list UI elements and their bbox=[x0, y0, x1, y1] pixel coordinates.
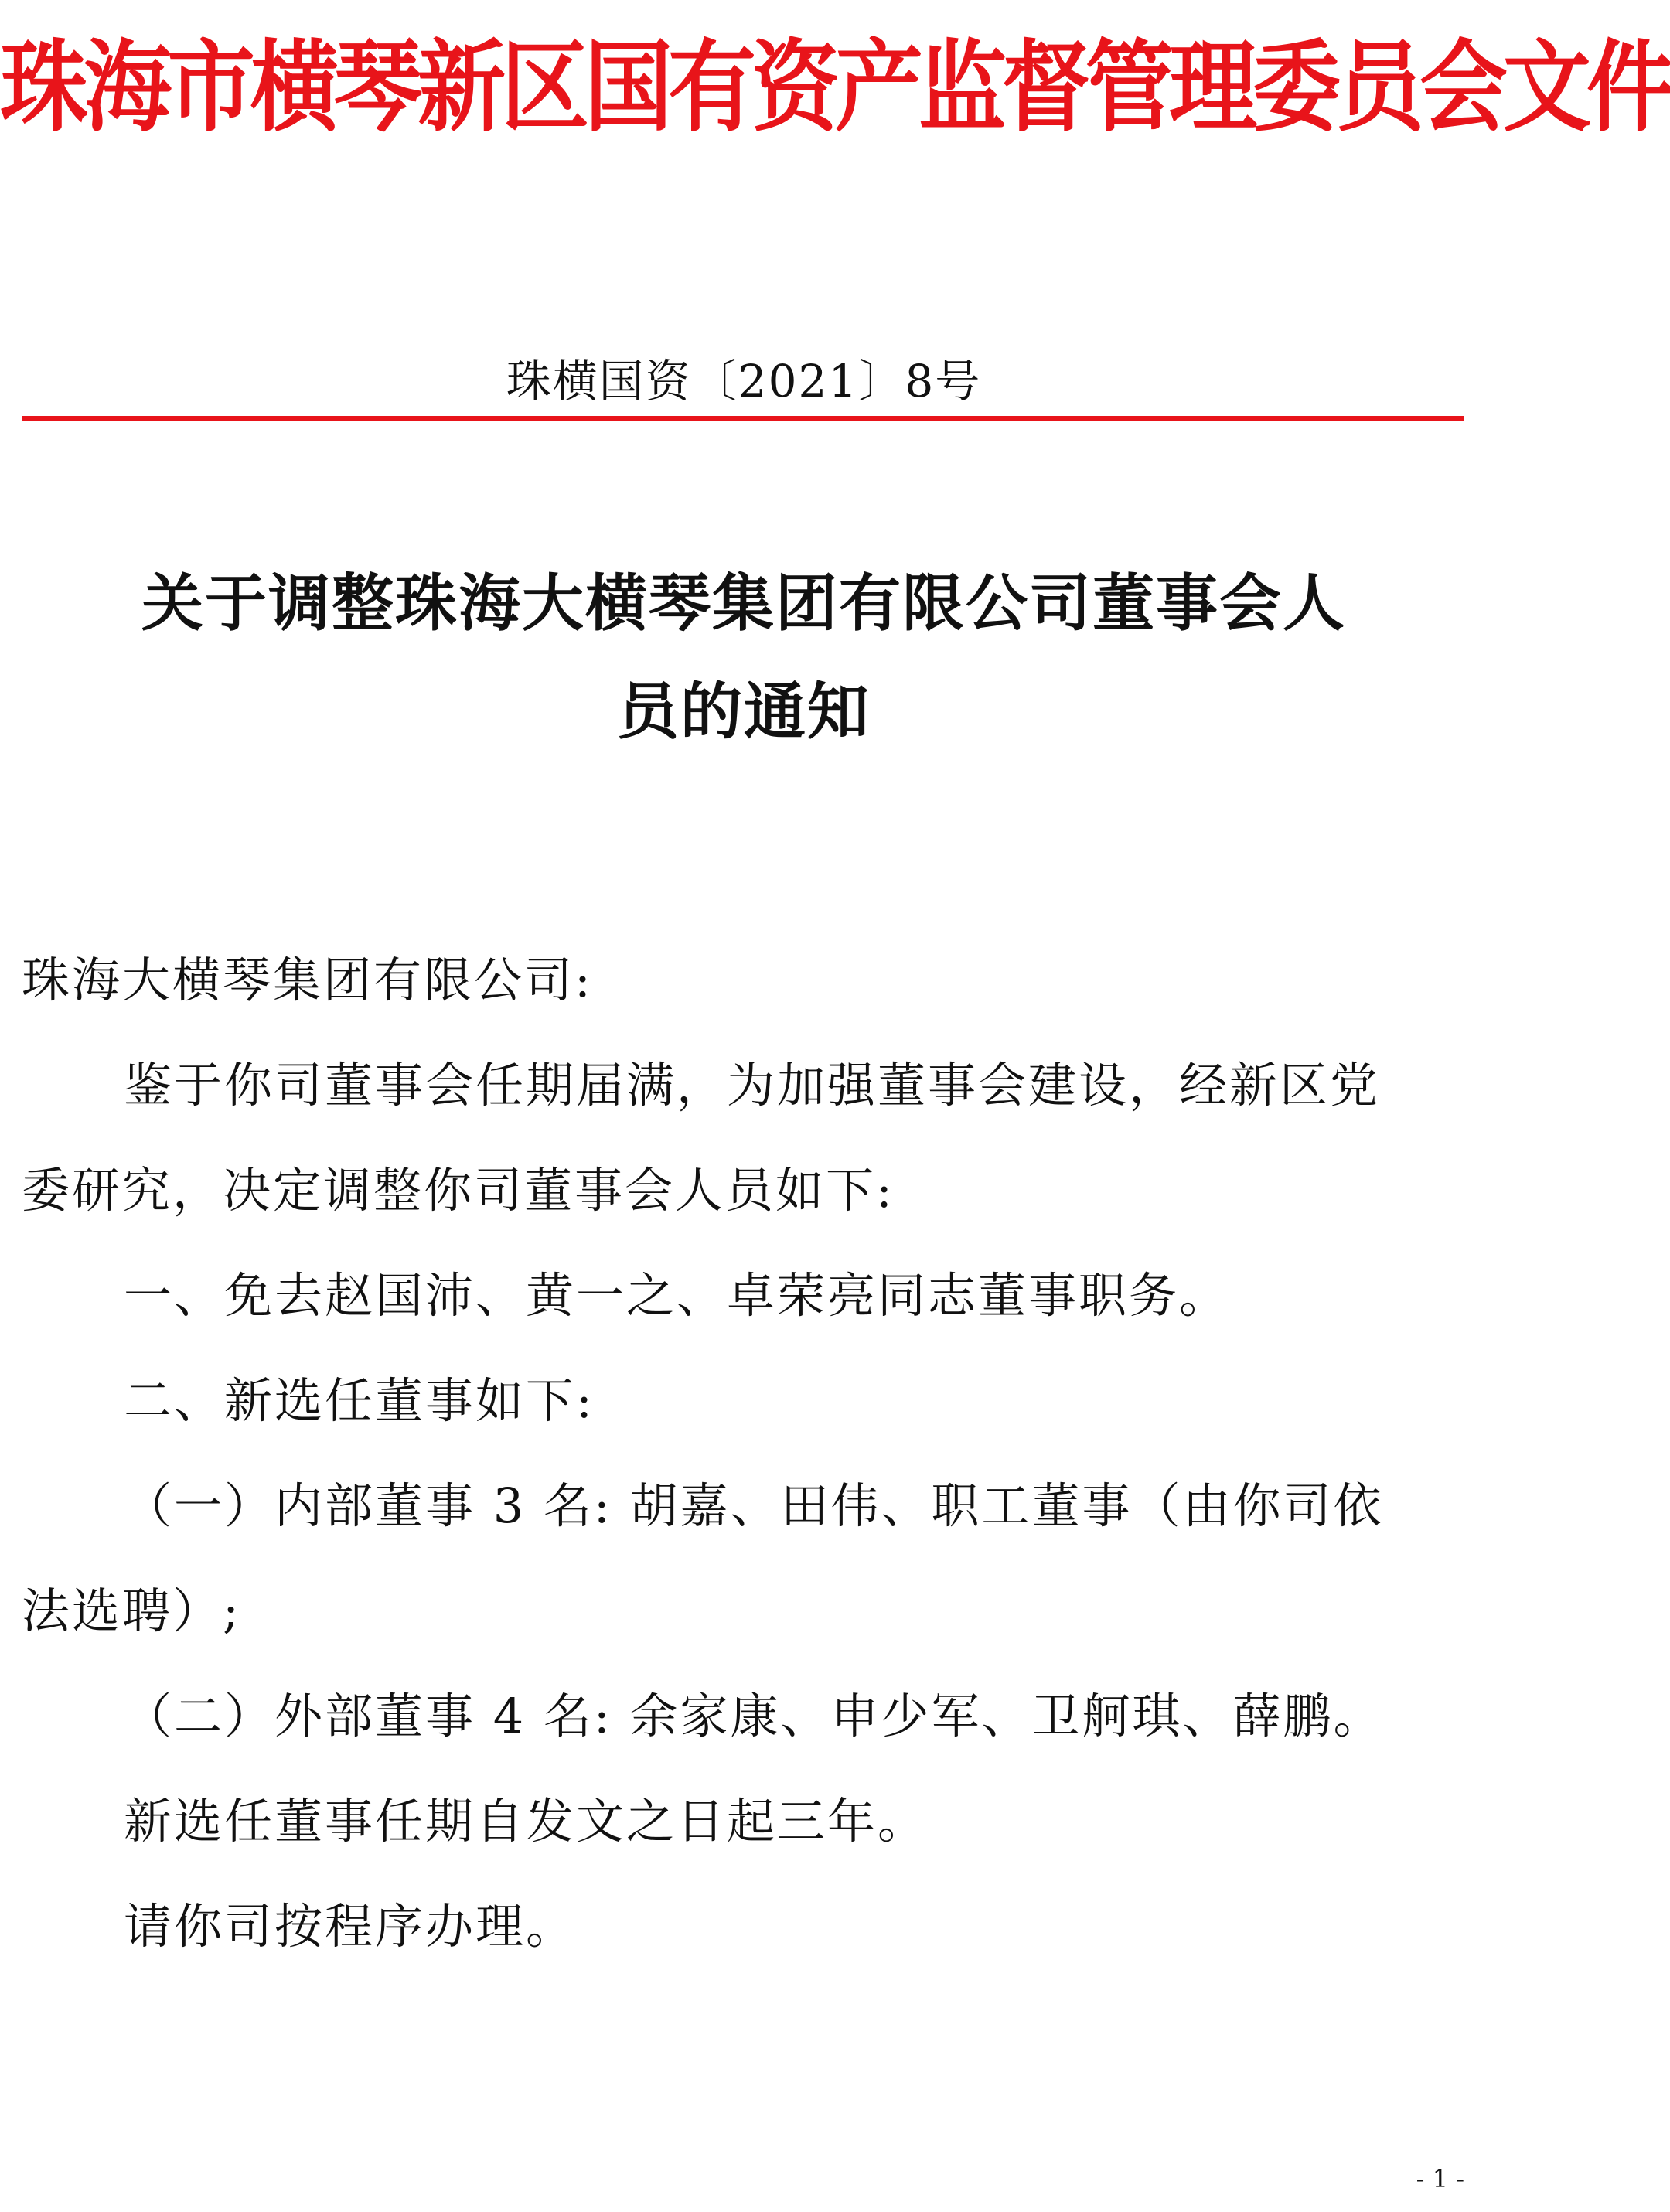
document-number: 珠横国资〔2021〕8号 bbox=[506, 355, 982, 407]
term-statement: 新选任董事任期自发文之日起三年。 bbox=[124, 1793, 929, 1849]
paragraph-1-line-2: 委研究，决定调整你司董事会人员如下: bbox=[22, 1162, 895, 1218]
recipient-line: 珠海大横琴集团有限公司: bbox=[22, 952, 593, 1008]
item-1-dismissal: 一、免去赵国沛、黄一之、卓荣亮同志董事职务。 bbox=[124, 1267, 1230, 1324]
item-2-sub-2: （二）外部董事 4 名: 余家康、申少军、卫舸琪、薛鹏。 bbox=[124, 1688, 1384, 1744]
notice-title-line-1: 关于调整珠海大横琴集团有限公司董事会人 bbox=[141, 567, 1346, 639]
notice-title-line-2: 员的通知 bbox=[617, 675, 871, 748]
issuer-header-title: 珠海市横琴新区国有资产监督管理委员会文件 bbox=[0, 29, 1670, 145]
red-divider-line bbox=[22, 416, 1464, 421]
item-2-sub-1-line-1: （一）内部董事 3 名: 胡嘉、田伟、职工董事（由你司依 bbox=[124, 1478, 1384, 1534]
item-2-new-directors: 二、新选任董事如下: bbox=[124, 1372, 595, 1429]
item-2-sub-1-line-2: 法选聘）; bbox=[22, 1583, 241, 1639]
page-number: - 1 - bbox=[1416, 2164, 1464, 2193]
paragraph-1-line-1: 鉴于你司董事会任期届满，为加强董事会建设，经新区党 bbox=[124, 1057, 1381, 1113]
closing-line: 请你司按程序办理。 bbox=[124, 1898, 577, 1955]
notice-title bbox=[46, 549, 1441, 765]
notice-body bbox=[22, 928, 1460, 1979]
